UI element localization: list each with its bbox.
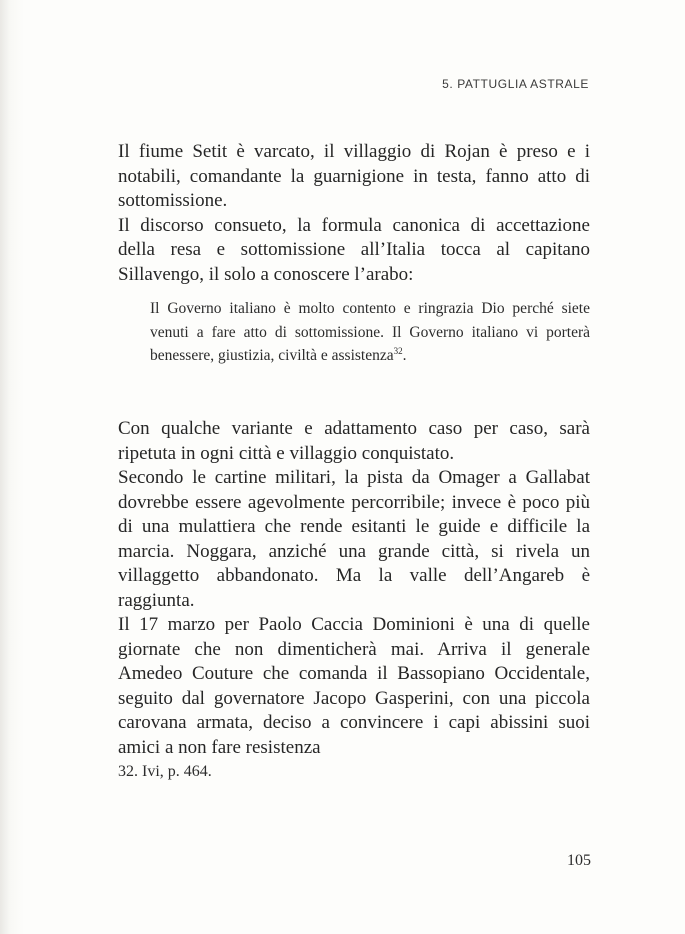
paragraph: Il fiume Setit è varcato, il villaggio di Rojan è preso e i notabili, comandante la guarnigione in testa, fanno atto di sottomissione. [118, 141, 590, 211]
footnote: 32. Ivi, p. 464. [118, 763, 212, 780]
paragraph: Con qualche variante e adattamento caso per caso, sarà ripetuta in ogni città e villaggio conquistato. [118, 418, 590, 464]
running-head: 5. PATTUGLIA ASTRALE [442, 77, 589, 91]
paragraph: Secondo le cartine militari, la pista da Omager a Gallabat dovrebbe essere agevolmente percorribile; invece è poco più di una mulattiera che rende esitanti le guide e difficile la marcia. Noggara, anziché una grande città, si rivela un villaggetto abbandonato. Ma la valle dell’Angareb è raggiunta. [118, 467, 590, 611]
paragraph: Il 17 marzo per Paolo Caccia Dominioni è una di quelle giornate che non dimenticherà mai. Arriva il generale Amedeo Couture che comanda il Bassopiano Occidentale, seguito dal governatore Jacopo Gasperini, con una piccola carovana armata, deciso a convincere i capi abissini suoi amici a non fare resistenza [118, 614, 590, 758]
paragraph: Il discorso consueto, la formula canonica di accettazione della resa e sottomissione all’Italia tocca al capitano Sillavengo, il solo a conoscere l’arabo: [118, 214, 590, 285]
body-text-block-1 [118, 140, 590, 287]
quote-text: Il Governo italiano è molto contento e ringrazia Dio perché siete venuti a fare atto di sottomissione. Il Governo italiano vi porterà benessere, giustizia, civiltà e assistenza [150, 300, 590, 364]
block-quote: Il Governo italiano è molto contento e ringrazia Dio perché siete venuti a fare atto di sottomissione. Il Governo italiano vi porterà benessere, giustizia, civiltà e assistenza$^{32}$. [150, 300, 590, 364]
page-number: 105 [567, 852, 591, 869]
body-text-block-2 [118, 417, 590, 760]
footnote-reference: 32 [393, 345, 403, 356]
